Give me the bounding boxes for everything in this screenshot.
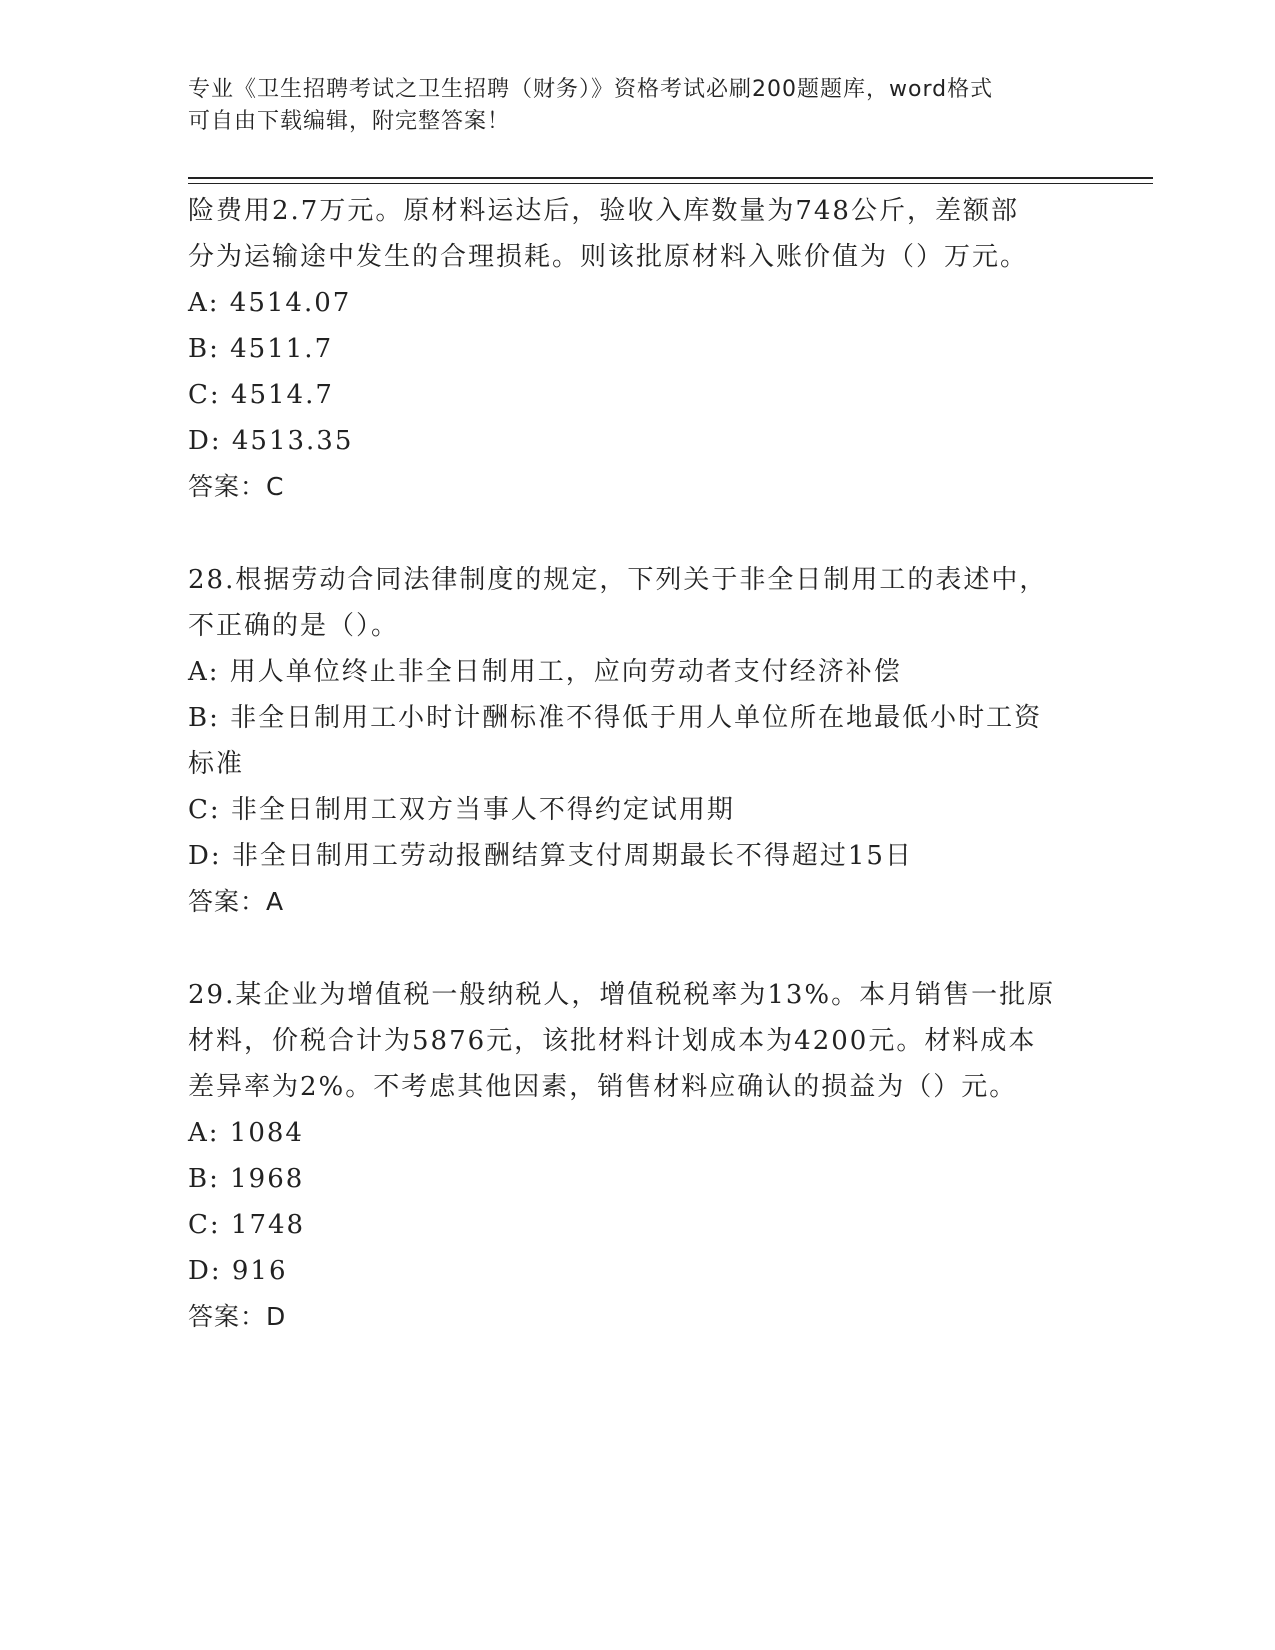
header-line-2: 可自由下载编辑，附完整答案！ (188, 109, 511, 134)
option-b: B: 4511.7 (188, 334, 334, 364)
option-a: A: 用人单位终止非全日制用工，应向劳动者支付经济补偿 (188, 657, 902, 687)
document-header (188, 74, 1088, 138)
option-c: C: 1748 (188, 1210, 306, 1240)
option-d: D: 916 (188, 1256, 288, 1286)
option-b-continued: 标准 (188, 749, 245, 779)
question-28 (188, 557, 1088, 925)
option-a: A: 1084 (188, 1118, 304, 1148)
answer: 答案：D (188, 1302, 287, 1331)
question-27 (188, 188, 1088, 510)
question-text-line: 28.根据劳动合同法律制度的规定，下列关于非全日制用工的表述中， (188, 565, 1048, 595)
option-d: D: 4513.35 (188, 426, 354, 456)
question-text-line: 材料，价税合计为5876元，该批材料计划成本为4200元。材料成本 (188, 1026, 1037, 1056)
spacer (188, 510, 1088, 557)
header-divider-thick (188, 177, 1153, 179)
question-text-line: 险费用2.7万元。原材料运达后，验收入库数量为748公斤，差额部 (188, 196, 1019, 226)
spacer (188, 925, 1088, 972)
header-line-1: 专业《卫生招聘考试之卫生招聘（财务）》资格考试必刷200题题库，word格式 (188, 77, 994, 102)
option-c: C: 4514.7 (188, 380, 334, 410)
question-text-line: 不正确的是（）。 (188, 611, 400, 641)
document-body (188, 188, 1088, 1340)
option-b: B: 1968 (188, 1164, 305, 1194)
question-29 (188, 972, 1088, 1340)
option-a: A: 4514.07 (188, 288, 352, 318)
option-c: C: 非全日制用工双方当事人不得约定试用期 (188, 795, 735, 825)
header-divider-thin (188, 183, 1153, 184)
option-b: B: 非全日制用工小时计酬标准不得低于用人单位所在地最低小时工资 (188, 703, 1043, 733)
answer: 答案：A (188, 887, 285, 916)
question-text-line: 差异率为2%。不考虑其他因素，销售材料应确认的损益为（）元。 (188, 1072, 1018, 1102)
question-text-line: 29.某企业为增值税一般纳税人，增值税税率为13%。本月销售一批原 (188, 980, 1056, 1010)
question-text-line: 分为运输途中发生的合理损耗。则该批原材料入账价值为（）万元。 (188, 242, 1029, 272)
answer: 答案：C (188, 472, 285, 501)
option-d: D: 非全日制用工劳动报酬结算支付周期最长不得超过15日 (188, 841, 913, 871)
